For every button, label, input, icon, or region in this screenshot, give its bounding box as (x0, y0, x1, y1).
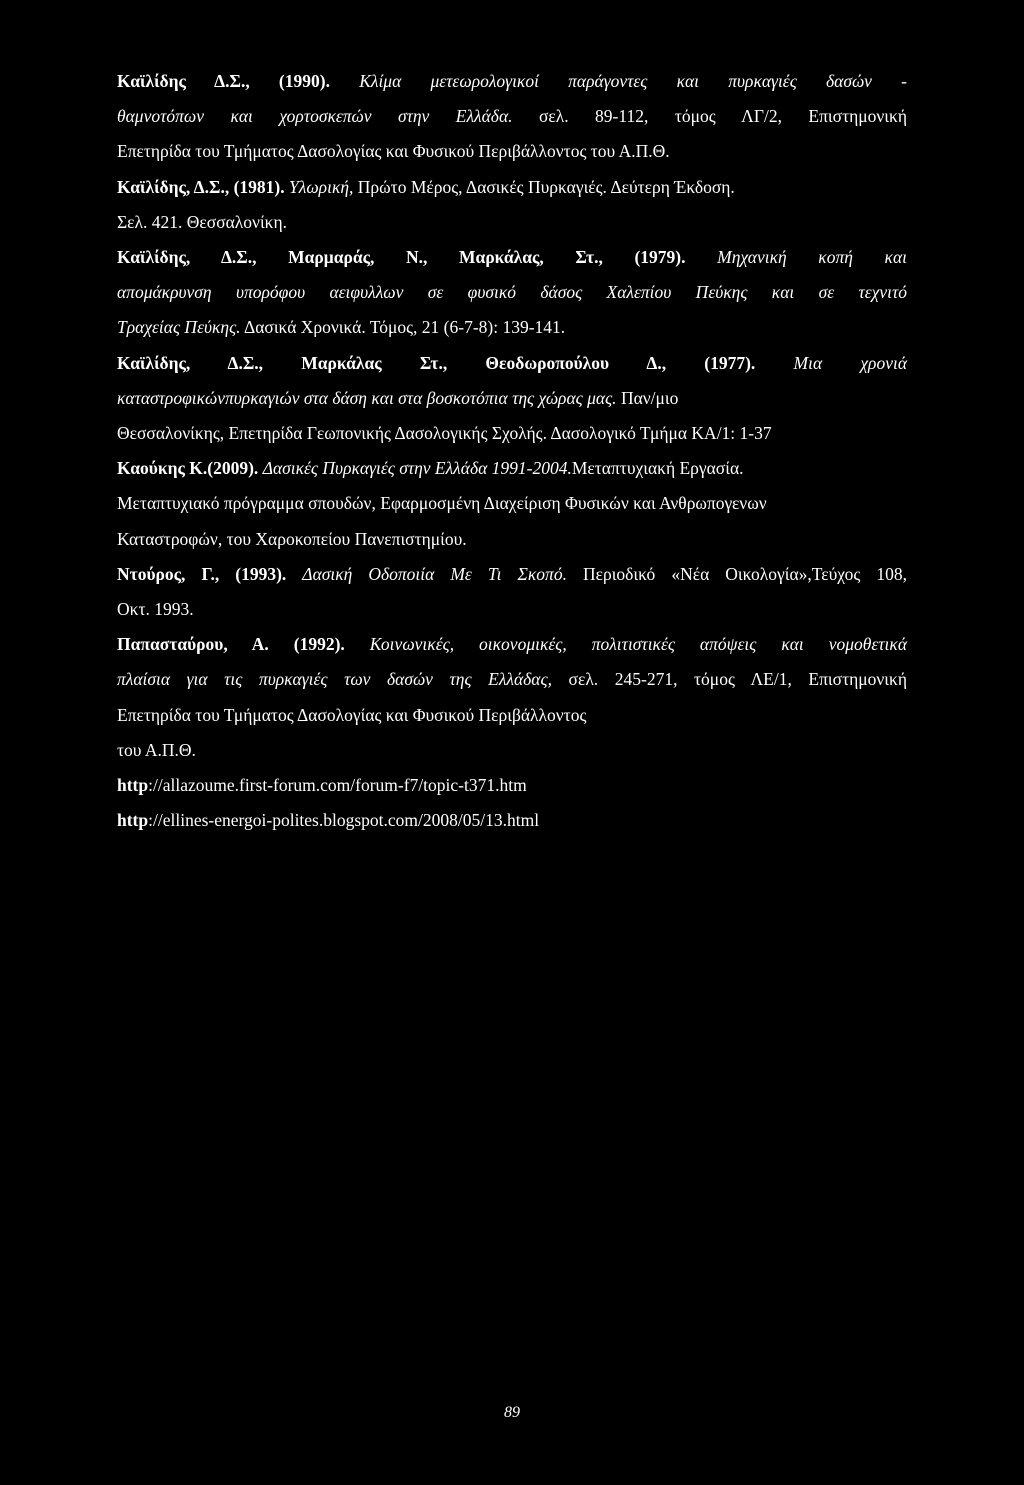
reference-entry (117, 451, 907, 557)
reference-text: Επετηρίδα του Τμήματος Δασολογίας και Φυσικού Περιβάλλοντος (117, 704, 587, 725)
reference-text: Δασικά Χρονικά. Τόμος, 21 (6-7-8): 139-141. (240, 317, 566, 338)
reference-line (117, 240, 907, 275)
reference-link[interactable] (117, 803, 907, 838)
reference-authors: Καούκης Κ.(2009). (117, 458, 259, 479)
link-scheme: http (117, 775, 149, 796)
reference-authors: Καϊλίδης Δ.Σ., (1990). (117, 71, 330, 91)
reference-entry (117, 240, 907, 346)
reference-text: Καταστροφών, του Χαροκοπείου Πανεπιστημίου. (117, 528, 467, 549)
reference-text: Πρώτο Μέρος, Δασικές Πυρκαγιές. Δεύτερη Έκδοση. (353, 176, 735, 197)
reference-text (345, 634, 370, 654)
reference-title: Τραχείας Πεύκης. (117, 317, 241, 338)
reference-title: Μηχανική κοπή και (717, 247, 907, 268)
reference-title: Υλωρική, (289, 176, 354, 197)
reference-authors: Ντούρος, Γ., (1993). (117, 563, 287, 584)
link-address: ://allazoume.first-forum.com/forum-f7/topic-t371.htm (148, 775, 527, 796)
reference-title: θαμνοτόπων και χορτοσκεπών στην Ελλάδα. (117, 106, 513, 127)
link-scheme: http (117, 810, 149, 831)
reference-line (117, 557, 907, 592)
reference-title: Δασικές Πυρκαγιές στην Ελλάδα 1991-2004. (262, 458, 572, 479)
reference-line (117, 522, 907, 557)
reference-text: σελ. 89-112, τόμος ΛΓ/2, Επιστημονική (512, 106, 907, 127)
reference-authors: Παπασταύρου, Α. (1992). (117, 634, 345, 655)
reference-line (117, 451, 907, 486)
reference-title: Κλίμα μετεωρολογικοί παράγοντες και πυρκαγιές δασών - (359, 71, 908, 91)
reference-text (686, 247, 718, 267)
reference-entry (117, 627, 907, 768)
reference-line (117, 134, 907, 169)
reference-text (286, 564, 302, 584)
reference-text: Οκτ. 1993. (117, 599, 194, 620)
reference-line (117, 275, 907, 310)
reference-line (117, 99, 907, 134)
reference-text: σελ. 245-271, τόμος ΛΕ/1, Επιστημονική (551, 669, 907, 690)
reference-line (117, 346, 907, 381)
reference-title: Μια χρονιά (793, 352, 908, 373)
reference-text: του Α.Π.Θ. (117, 739, 196, 760)
reference-line (117, 733, 907, 768)
reference-title: Κοινωνικές, οικονομικές, πολιτιστικές απόψεις και νομοθετικά (369, 634, 908, 655)
reference-line (117, 698, 907, 733)
reference-line (117, 381, 907, 416)
reference-line (117, 64, 907, 99)
reference-link[interactable] (117, 768, 907, 803)
reference-text: Παν/μιο (616, 387, 679, 408)
reference-authors: Καϊλίδης, Δ.Σ., (1981). (117, 176, 285, 197)
reference-text (755, 353, 793, 373)
reference-text: Περιοδικό «Νέα Οικολογία»,Τεύχος 108, (566, 563, 907, 584)
reference-title: απομάκρυνση υπορόφου αειφυλλων σε φυσικό δάσος Χαλεπίου Πεύκης και σε τεχνιτό (117, 282, 907, 303)
reference-entry (117, 346, 907, 452)
link-address: ://ellines-energoi-polites.blogspot.com/2008/05/13.html (148, 810, 540, 831)
reference-line (117, 416, 907, 451)
reference-authors: Καϊλίδης, Δ.Σ., Μαρκάλας Στ., Θεοδωροπούλου Δ., (1977). (117, 352, 756, 373)
reference-title: καταστροφικώνπυρκαγιών στα δάση και στα βοσκοτόπια της χώρας μας. (117, 387, 617, 408)
reference-title: πλαίσια για τις πυρκαγιές των δασών της Ελλάδας, (117, 669, 552, 690)
reference-text: Σελ. 421. Θεσσαλονίκη. (117, 211, 287, 232)
reference-title: Δασική Οδοποιία Με Τι Σκοπό. (302, 563, 567, 584)
reference-entry (117, 557, 907, 627)
reference-line (117, 592, 907, 627)
reference-line (117, 205, 907, 240)
reference-entry (117, 64, 907, 170)
reference-text: Μεταπτυχιακό πρόγραμμα σπουδών, Εφαρμοσμένη Διαχείριση Φυσικών και Ανθρωπογενων (117, 493, 767, 514)
reference-text: Θεσσαλονίκης, Επετηρίδα Γεωπονικής Δασολογικής Σχολής. Δασολογικό Τμήμα ΚΑ/1: 1-37 (117, 423, 772, 444)
reference-line (117, 310, 907, 345)
reference-text: Επετηρίδα του Τμήματος Δασολογίας και Φυσικού Περιβάλλοντος του Α.Π.Θ. (117, 141, 670, 162)
reference-line (117, 486, 907, 521)
reference-line (117, 170, 907, 205)
reference-list (117, 64, 907, 838)
reference-line (117, 662, 907, 697)
page-number: 89 (504, 1404, 520, 1421)
reference-text: Μεταπτυχιακή Εργασία. (571, 458, 744, 479)
reference-entry (117, 170, 907, 240)
reference-authors: Καϊλίδης, Δ.Σ., Μαρμαράς, Ν., Μαρκάλας, Στ., (1979). (117, 247, 686, 268)
reference-line (117, 627, 907, 662)
reference-text (330, 71, 359, 91)
